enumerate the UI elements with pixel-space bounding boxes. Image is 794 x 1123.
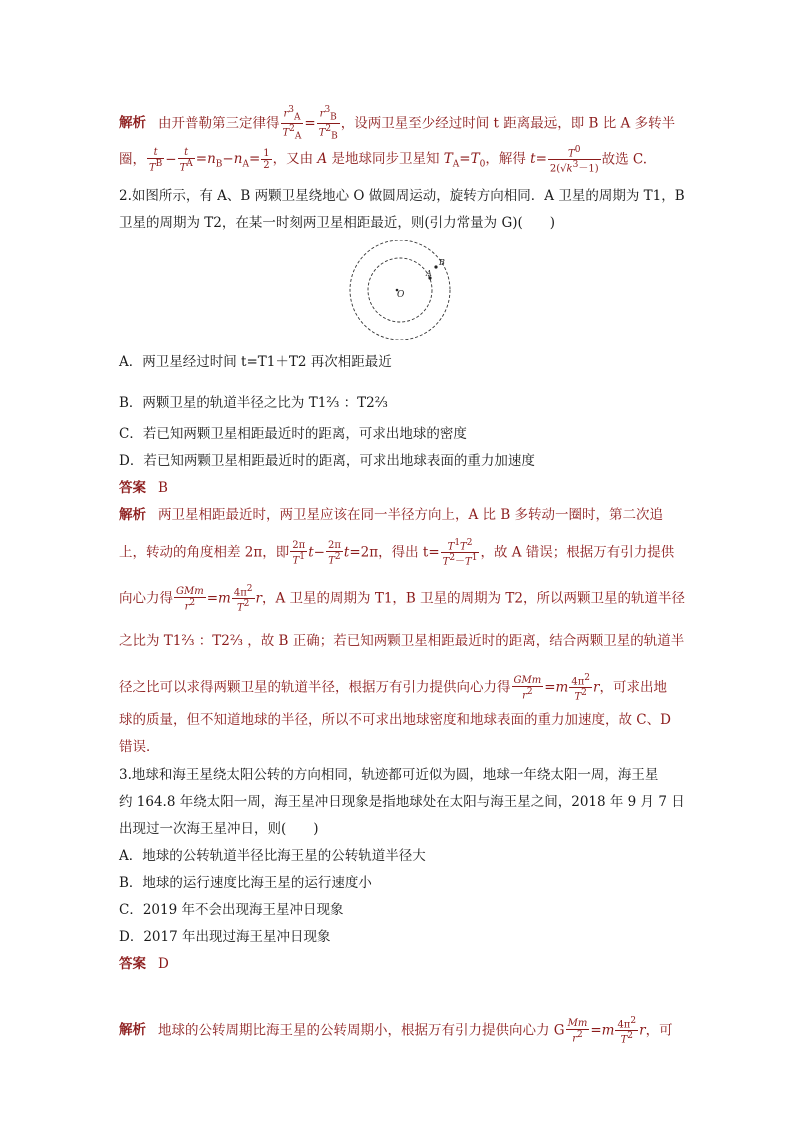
q3-stem-1: 3.地球和海王星绕太阳公转的方向相同，轨迹都可近似为圆，地球一年绕太阳一周，海王星 — [119, 767, 659, 783]
label-O: O — [397, 290, 405, 300]
exp-label-3: 解析 — [119, 1022, 146, 1039]
fraction-GMm-r2-b: $\frac{\text{GMm}}{r^2}$ — [513, 674, 542, 701]
exp-text-2b: =2π，得出 t= — [349, 544, 440, 561]
satellite-B — [434, 265, 437, 268]
fraction-2pi-T1: $\frac{2\pi}{T^1}$ — [292, 539, 306, 566]
orbit-diagram — [340, 240, 460, 340]
q3-stem-3: 出现过一次海王星冲日，则( ) — [119, 821, 319, 837]
p1-end: 故选 C. — [601, 151, 648, 168]
q3-stem-2: 约 164.8 年绕太阳一周，海王星冲日现象是指地球处在太阳与海王星之间，2018 年 9 月 7 日 — [119, 794, 685, 810]
answer-label: 答案 — [119, 480, 146, 496]
fraction-4pi2-T2-b: $\frac{4\pi^2}{T^2}$ — [571, 673, 591, 703]
q3-option-c: C．2019 年不会出现海王星冲日现象 — [119, 902, 344, 918]
q2-option-a: A．两卫星经过时间 t=T1＋T2 再次相距最近 — [119, 354, 392, 370]
label-A: A — [426, 269, 432, 278]
fraction-4pi2-T2-c: $\frac{4\pi^2}{T^2}$ — [617, 1016, 637, 1046]
exp-text-q3: 地球的公转周期比海王星的公转周期小，根据万有引力提供向心力 G — [158, 1022, 565, 1039]
label-B: B — [439, 258, 445, 267]
p1-text-3: 圈， — [119, 151, 146, 168]
p1-line-1: 解析 由开普勒第三定律得 $\frac{r^3_A}{T^2_A}$ = $\frac{r^3_B}{T^2_B}$ ，设两卫星至少经过时间 t 距离最远，即 B 比 A 多转半 — [119, 105, 676, 142]
exp-text-3: 向心力得 — [119, 590, 173, 607]
exp-label: 解析 — [119, 507, 146, 523]
q2-exp-1 — [119, 505, 682, 525]
q2-exp-7: 错误． — [119, 739, 160, 755]
exp-text-1: 两卫星相距最近时，两卫星应该在同一半径方向上，A 比 B 多转动一圈时，第二次追 — [158, 507, 664, 523]
answer-value: B — [158, 480, 168, 496]
fraction-t-TB: $\frac{t}{T^B}$ — [149, 146, 163, 173]
q2-exp-6: 球的质量，但不知道地球的半径，所以不可求出地球密度和地球表面的重力加速度，故 C、D — [119, 712, 671, 728]
q3-option-a: A．地球的公转轨道半径比海王星的公转轨道半径大 — [119, 848, 426, 864]
p1-label: 解析 — [119, 115, 146, 132]
q2-option-d: D．若已知两颗卫星相距最近时的距离，可求出地球表面的重力加速度 — [119, 453, 535, 469]
answer-value-3: D — [158, 956, 169, 972]
q2-stem-2: 卫星的周期为 T2，在某一时刻两卫星相距最近，则(引力常量为 G)( ) — [119, 215, 556, 231]
fraction-rB-TB: $\frac{r^3_B}{T^2_B}$ — [318, 105, 338, 142]
q2-option-c: C．若已知两颗卫星相距最近时的距离，可求出地球的密度 — [119, 426, 467, 442]
exp-text-3b: ，A 卫星的周期为 T1，B 卫星的周期为 T2，所以两颗卫星的轨道半径 — [261, 590, 686, 607]
q2-exp-3: 向心力得 $\frac{\text{GMm}}{r^2}$ =m $\frac{4\pi^2}{T^2}$ r，A 卫星的周期为 T1，B 卫星的周期为 T2，所以两颗卫星的轨道半径 — [119, 584, 686, 614]
q3-exp-1: 解析 地球的公转周期比海王星的公转周期小，根据万有引力提供向心力 G $\frac{Mm}{r^2}$ =m $\frac{4\pi^2}{T^2}$ r，可 — [119, 1016, 673, 1046]
exp-text-q3b: ，可 — [645, 1022, 673, 1039]
q3-answer — [119, 954, 682, 974]
p1-line-2: 圈， $\frac{t}{T^B}$ − $\frac{t}{T^A}$ $=n_B-n_A=$ $\frac{1}{2}$ ，又由 A 是地球同步卫星知 $T_A=T_0$，解得 t= $\frac{T^0}{2(√k^3-1)}$ 故选 C. — [119, 145, 648, 175]
fraction-rA-TA: $\frac{r^3_A}{T^2_A}$ — [282, 105, 302, 142]
answer-label-3: 答案 — [119, 956, 146, 972]
fraction-GMm-r2: $\frac{\text{GMm}}{r^2}$ — [176, 585, 204, 612]
q2-exp-4: 之比为 T1⅔ ：T2⅔ ，故 B 正确；若已知两颗卫星相距最近时的距离，结合两颗卫星的轨道半 — [119, 633, 685, 649]
q2-answer — [119, 478, 682, 498]
q2-exp-2: 上，转动的角度相差 2π，即 $\frac{2\pi}{T^1}$ t− $\frac{2\pi}{T^2}$ t=2π，得出 t= $\frac{T^1T^2}{T^2-T^1}$ ，故 A 错误；根据万有引力提供 — [119, 538, 675, 568]
exp-text-5b: ，可求出地 — [599, 679, 667, 696]
q2-exp-5: 径之比可以求得两颗卫星的轨道半径，根据万有引力提供向心力得 $\frac{\text{GMm}}{r^2}$ =m $\frac{4\pi^2}{T^2}$ r，可求出地 — [119, 673, 667, 703]
exp-text-5: 径之比可以求得两颗卫星的轨道半径，根据万有引力提供向心力得 — [119, 679, 511, 696]
fraction-4pi2-T2: $\frac{4\pi^2}{T^2}$ — [233, 584, 253, 614]
fraction-answer-t: $\frac{T^0}{2(√k^3-1)}$ — [549, 145, 599, 175]
fraction-one-half: $\frac{1}{2}$ — [263, 148, 270, 172]
exp-text-2c: ，故 A 错误；根据万有引力提供 — [480, 544, 675, 561]
p1-text-2: ，设两卫星至少经过时间 t 距离最远，即 B 比 A 多转半 — [340, 115, 676, 132]
p1-text: 由开普勒第三定律得 — [158, 115, 280, 132]
fraction-T1T2: $\frac{T^1T^2}{T^2-T^1}$ — [442, 538, 478, 568]
fraction-2pi-T2: $\frac{2\pi}{T^2}$ — [327, 539, 341, 566]
q2-stem-1: 2.如图所示，有 A、B 两颗卫星绕地心 O 做圆周运动，旋转方向相同．A 卫星的周期为 T1，B — [119, 188, 685, 204]
fraction-Mm-r2: $\frac{Mm}{r^2}$ — [567, 1017, 588, 1044]
exp-text-2: 上，转动的角度相差 2π，即 — [119, 544, 290, 561]
fraction-t-TA: $\frac{t}{T^A}$ — [179, 146, 193, 173]
q3-option-d: D．2017 年出现过海王星冲日现象 — [119, 929, 331, 945]
q2-option-b: B．两颗卫星的轨道半径之比为 T1⅔ ：T2⅔ — [119, 395, 388, 411]
q3-option-b: B．地球的运行速度比海王星的运行速度小 — [119, 875, 372, 891]
